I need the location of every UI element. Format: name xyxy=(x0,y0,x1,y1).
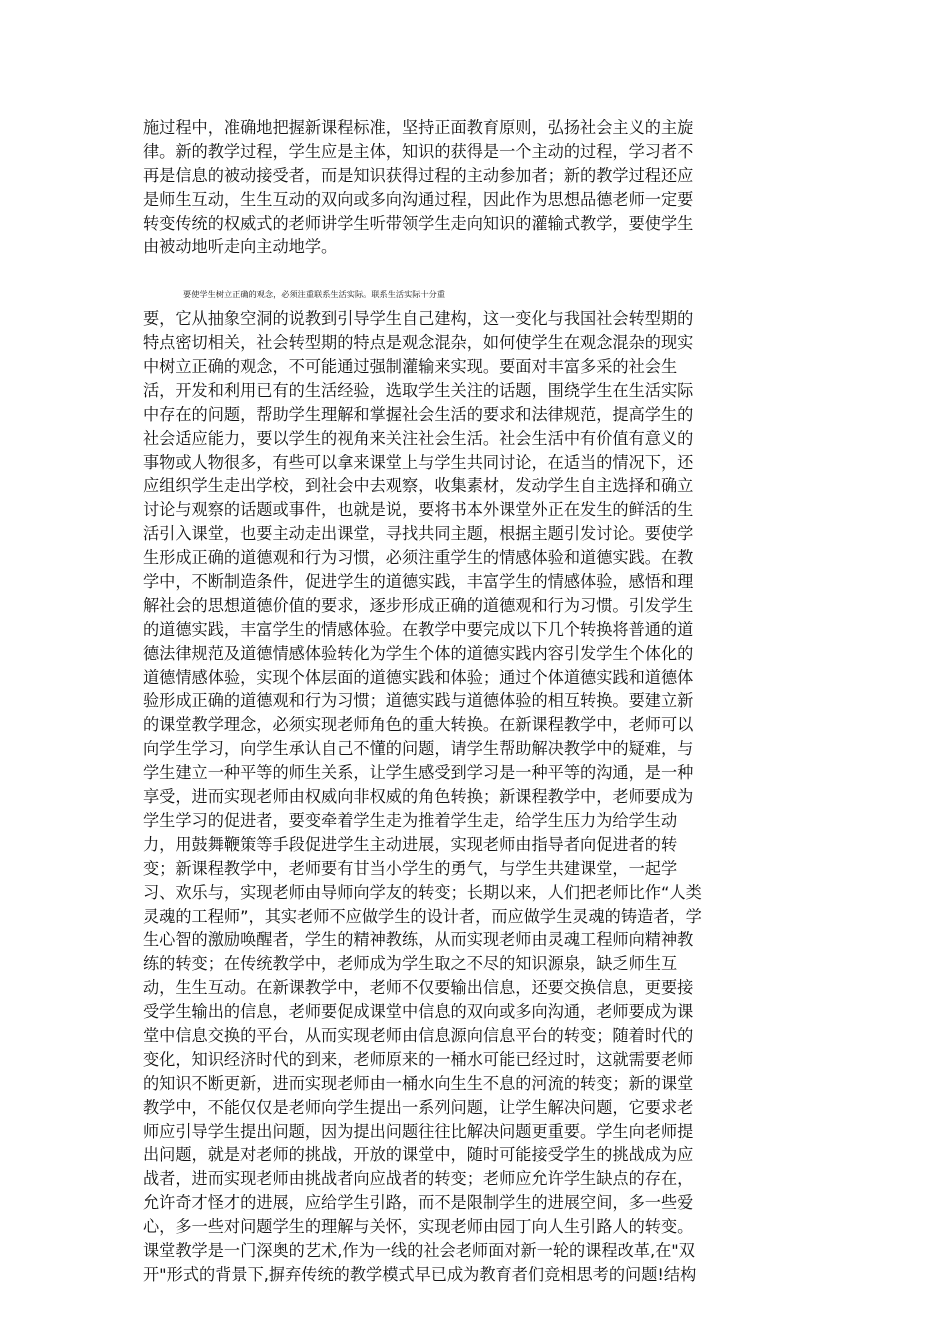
text-line: 要使学生树立正确的观念，必须注重联系生活实际。联系生活实际十分重 xyxy=(183,289,446,300)
text-line: 受学生输出的信息，老师要促成课堂中信息的双向或多向沟通，老师要成为课 xyxy=(143,1002,694,1022)
text-line: 允许奇才怪才的进展，应给学生引路，而不是限制学生的进展空间，多一些爱 xyxy=(143,1193,694,1213)
text-line: 灵魂的工程师”，其实老师不应做学生的设计者，而应做学生灵魂的铸造者，学 xyxy=(143,906,702,926)
text-line: 由被动地听走向主动地学。 xyxy=(143,237,338,257)
text-line: 验形成正确的道德观和行为习惯；道德实践与道德体验的相互转换。要建立新 xyxy=(143,691,694,711)
text-line: 德法律规范及道德情感体验转化为学生个体的道德实践内容引发学生个体化的 xyxy=(143,643,694,663)
text-line: 生形成正确的道德观和行为习惯，必须注重学生的情感体验和道德实践。在教 xyxy=(143,548,694,568)
text-line: 的课堂教学理念，必须实现老师角色的重大转换。在新课程教学中，老师可以 xyxy=(143,715,694,735)
text-line: 道德情感体验，实现个体层面的道德实践和体验；通过个体道德实践和道德体 xyxy=(143,667,694,687)
text-line: 事物或人物很多，有些可以拿来课堂上与学生共同讨论，在适当的情况下，还 xyxy=(143,452,694,472)
text-line: 教学中，不能仅仅是老师向学生提出一系列问题，让学生解决问题，它要求老 xyxy=(143,1097,694,1117)
text-line: 转变传统的权威式的老师讲学生听带领学生走向知识的灌输式教学，要使学生 xyxy=(143,213,694,233)
paragraph-1 xyxy=(143,116,799,259)
text-line: 享受，进而实现老师由权威向非权威的角色转换；新课程教学中，老师要成为 xyxy=(143,787,694,807)
text-line: 向学生学习，向学生承认自己不懂的问题，请学生帮助解决教学中的疑难，与 xyxy=(143,739,694,759)
paragraph-gap xyxy=(143,259,799,283)
document-page xyxy=(143,116,799,1287)
text-line: 战者，进而实现老师由挑战者向应战者的转变；老师应允许学生缺点的存在， xyxy=(143,1169,694,1189)
text-line: 活，开发和利用已有的生活经验，选取学生关注的话题，围绕学生在生活实际 xyxy=(143,380,694,400)
text-line: 开"形式的背景下,摒弃传统的教学模式早已成为教育者们竞相思考的问题!结构 xyxy=(143,1264,697,1284)
text-line: 要，它从抽象空洞的说教到引导学生自己建构，这一变化与我国社会转型期的 xyxy=(143,309,694,329)
text-line: 社会适应能力，要以学生的视角来关注社会生活。社会生活中有价值有意义的 xyxy=(143,428,694,448)
text-line: 讨论与观察的话题或事件，也就是说，要将书本外课堂外正在发生的鲜活的生 xyxy=(143,500,694,520)
text-line: 是师生互动，生生互动的双向或多向沟通过程，因此作为思想品德老师一定要 xyxy=(143,189,694,209)
text-line: 师应引导学生提出问题，因为提出问题往往比解决问题更重要。学生向老师提 xyxy=(143,1121,694,1141)
text-line: 特点密切相关，社会转型期的特点是观念混杂，如何使学生在观念混杂的现实 xyxy=(143,333,694,353)
text-line: 学生建立一种平等的师生关系，让学生感受到学习是一种平等的沟通，是一种 xyxy=(143,763,694,783)
text-line: 课堂教学是一门深奥的艺术,作为一线的社会老师面对新一轮的课程改革,在"双 xyxy=(143,1240,695,1260)
text-line: 中树立正确的观念，不可能通过强制灌输来实现。要面对丰富多采的社会生 xyxy=(143,357,678,377)
text-line: 生心智的激励唤醒者，学生的精神教练，从而实现老师由灵魂工程师向精神教 xyxy=(143,930,694,950)
text-line: 施过程中，准确地把握新课程标准，坚持正面教育原则，弘扬社会主义的主旋 xyxy=(143,118,694,137)
text-line: 练的转变；在传统教学中，老师成为学生取之不尽的知识源泉，缺乏师生互 xyxy=(143,954,678,974)
text-line: 动，生生互动。在新课教学中，老师不仅要输出信息，还要交换信息，更要接 xyxy=(143,978,694,998)
text-line: 应组织学生走出学校，到社会中去观察，收集素材，发动学生自主选择和确立 xyxy=(143,476,694,496)
text-line: 中存在的问题，帮助学生理解和掌握社会生活的要求和法律规范，提高学生的 xyxy=(143,404,694,424)
paragraph-2 xyxy=(143,283,799,1286)
text-line: 心，多一些对问题学生的理解与关怀，实现老师由园丁向人生引路人的转变。 xyxy=(143,1217,694,1237)
text-line: 堂中信息交换的平台，从而实现老师由信息源向信息平台的转变；随着时代的 xyxy=(143,1025,694,1045)
text-line: 变化，知识经济时代的到来，老师原来的一桶水可能已经过时，这就需要老师 xyxy=(143,1049,694,1069)
text-line: 变；新课程教学中，老师要有甘当小学生的勇气，与学生共建课堂，一起学 xyxy=(143,858,678,878)
text-line: 学生学习的促进者，要变牵着学生走为推着学生走，给学生压力为给学生动 xyxy=(143,810,678,830)
text-line: 的道德实践，丰富学生的情感体验。在教学中要完成以下几个转换将普通的道 xyxy=(143,619,694,639)
text-line: 出问题，就是对老师的挑战，开放的课堂中，随时可能接受学生的挑战成为应 xyxy=(143,1145,694,1165)
text-line: 的知识不断更新，进而实现老师由一桶水向生生不息的河流的转变；新的课堂 xyxy=(143,1073,694,1093)
text-line: 再是信息的被动接受者，而是知识获得过程的主动参加者；新的教学过程还应 xyxy=(143,165,694,185)
text-line: 解社会的思想道德价值的要求，逐步形成正确的道德观和行为习惯。引发学生 xyxy=(143,595,694,615)
text-line: 律。新的教学过程，学生应是主体，知识的获得是一个主动的过程，学习者不 xyxy=(143,141,694,161)
text-line: 学中，不断制造条件，促进学生的道德实践，丰富学生的情感体验，感悟和理 xyxy=(143,572,694,592)
text-line: 活引入课堂，也要主动走出课堂，寻找共同主题，根据主题引发讨论。要使学 xyxy=(143,524,694,544)
text-line: 习、欢乐与，实现老师由导师向学友的转变；长期以来，人们把老师比作“人类 xyxy=(143,882,702,902)
text-line: 力，用鼓舞鞭策等手段促进学生主动进展，实现老师由指导者向促进者的转 xyxy=(143,834,678,854)
